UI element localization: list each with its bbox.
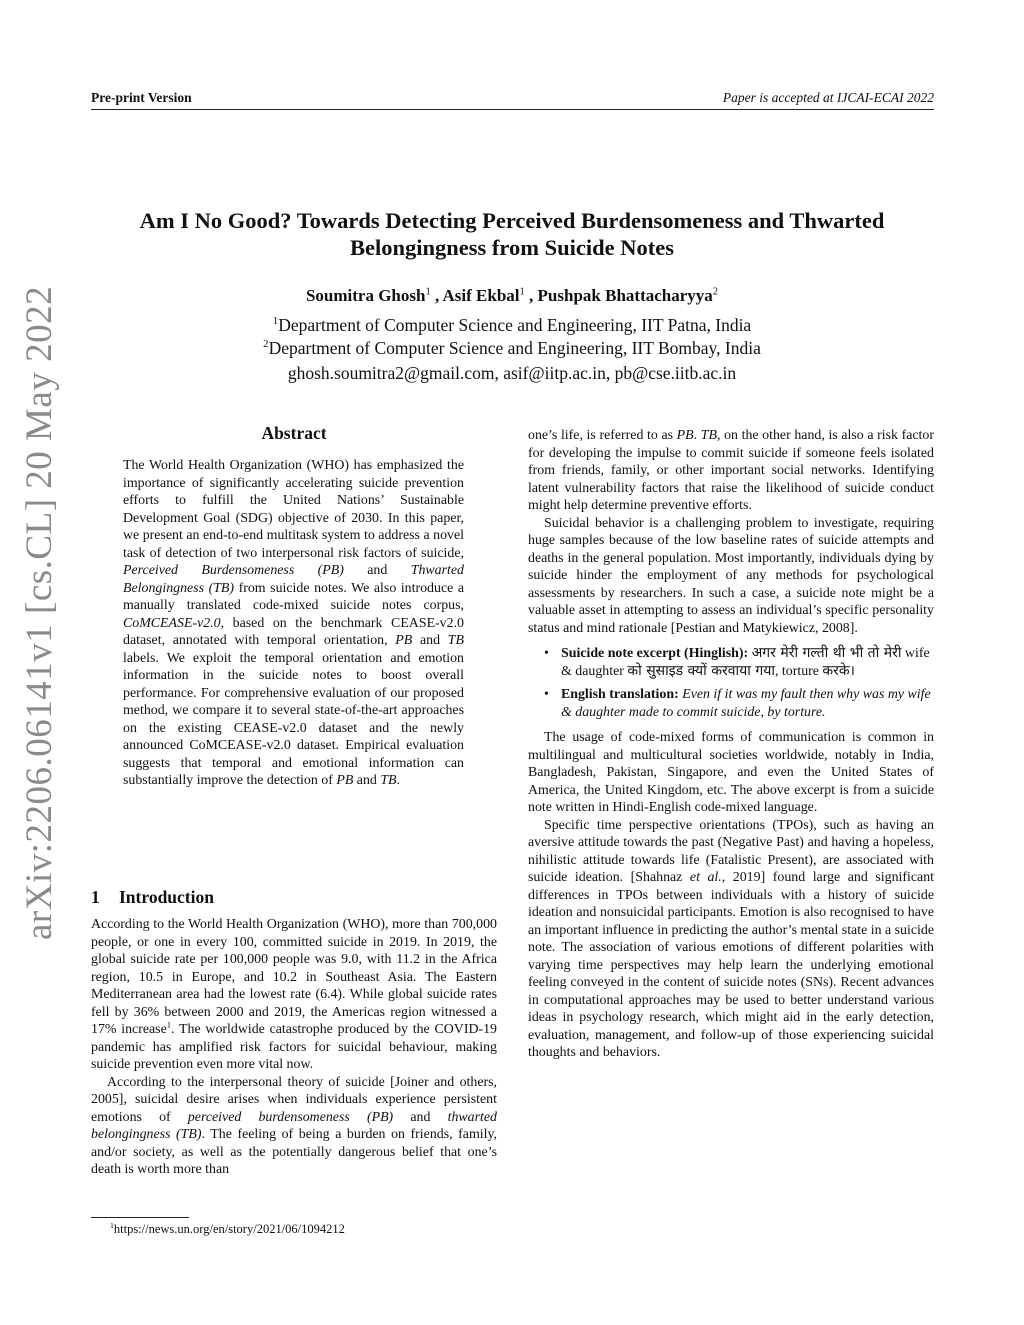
author-emails: ghosh.soumitra2@gmail.com, asif@iitp.ac.in, pb@cse.iitb.ac.in	[287, 363, 737, 383]
author-name: Pushpak Bhattacharyya	[537, 286, 713, 305]
hinglish-text-english: , torture	[774, 663, 823, 679]
abstract-text: , based on the benchmark CEASE-v2.0 dataset, annotated with temporal orientation,	[123, 615, 464, 648]
right-paragraph-1	[528, 427, 934, 515]
abstract-corpus-name: CoMCEASE-v2.0	[123, 615, 221, 631]
author-name: Asif Ekbal	[442, 286, 520, 305]
author-name: Soumitra Ghosh	[305, 286, 426, 305]
abstract-text: labels. We exploit the temporal orientation and emotion information in the suicide notes to boost overall performance. For comprehensive evaluation of our proposed method, we compare it to several state-of-the-art approaches on the existing CEASE-v2.0 dataset and the newly announced CoMCEASE-v2.0 dataset. Empirical evaluation suggests that temporal and emotional information can substantially improve the detection of	[123, 650, 464, 788]
hinglish-text: को सुसाइड क्यों करवाया गया	[627, 662, 775, 679]
abstract-tb: TB	[380, 773, 397, 788]
hinglish-text-english: wife & daughter	[561, 646, 930, 679]
intro-text: According to the interpersonal theory of suicide [Joiner and others, 2005], suicidal desire arises when individuals experience persistent emotions of	[91, 1074, 497, 1125]
abstract-tb: TB	[447, 633, 464, 648]
title-line-2: Belongingness from Suicide Notes	[350, 235, 674, 260]
abstract-tb-term: Thwarted Belongingness (TB)	[123, 563, 464, 596]
affiliation-text: Department of Computer Science and Engineering, IIT Bombay, India	[268, 338, 761, 358]
right-column	[528, 427, 934, 1062]
section-title: Introduction	[119, 887, 214, 907]
intro-text: and	[393, 1109, 448, 1125]
hinglish-text: अगर मेरी गल्ती थी भी तो मेरी	[751, 645, 902, 661]
abstract-text: and	[353, 773, 381, 788]
excerpt-bullet-translation	[528, 686, 934, 721]
abstract-text: from suicide notes. We also introduce a manually translated code-mixed suicide notes corpus,	[123, 580, 465, 613]
abstract-text: The World Health Organization (WHO) has emphasized the importance of significantly accelerating suicide prevention efforts to fulfill the United Nations’ Sustainable Development Goal (SDG) objective of 2030. In this paper, we present an end-to-end multitask system to address a novel task of detection of two interpersonal risk factors of suicide,	[123, 458, 464, 561]
right-paragraph-2: Suicidal behavior is a challenging problem to investigate, requiring huge samples because of the low baseline rates of suicide attempts and deaths in the general population. Most importantly, individuals dying by suicide hinder the employment of any methods for psychological assessments by researchers. In such a case, a suicide note might be a valuable asset in attempting to assess an individual’s specific personality status and mind rationale [Pestian and Matykiewicz, 2008].	[528, 515, 934, 636]
author-sup: 1	[425, 286, 431, 298]
arxiv-stamp: arXiv:2206.06141v1 [cs.CL] 20 May 2022	[19, 285, 60, 940]
abstract-body	[123, 457, 464, 790]
excerpt-list	[528, 645, 934, 721]
section-heading-introduction	[91, 887, 214, 908]
affiliation-sup: 1	[272, 315, 279, 328]
header-rule	[91, 109, 934, 110]
affiliation-2	[100, 338, 924, 359]
intro-paragraph-1	[91, 916, 497, 1074]
abstract-text: and	[343, 563, 411, 578]
introduction-body	[91, 916, 497, 1179]
intro-paragraph-2	[91, 1074, 497, 1179]
body-text: , 2019] found large and significant differences in TPOs between individuals with a history of suicide ideation and nonsuicidal participants. Emotion is also recognised to have an important influence in predicting the author’s mental state in a suicide note. The association of various emotions of different polarities with varying time perspectives may help learn the underlying emotional feeling conveyed in the content of suicide notes (SNs). Recent advances in computational approaches may be used to better understand various ideas in psychology research, which might aid in the early detection, evaluation, management, and follow-up of those experiencing suicidal thoughts and behaviors.	[528, 870, 934, 1060]
intro-term: perceived burdensomeness (PB)	[187, 1109, 394, 1125]
intro-text: According to the World Health Organization (WHO), more than 700,000 people, or one in every 100, committed suicide in 2019. In 2019, the global suicide rate per 100,000 people was 9.0, with 11.2 in the Africa region, 10.5 in Europe, and 10.2 in Southeast Asia. The Eastern Mediterranean area had the lowest rate (6.4). While global suicide rates fell by 36% between 2000 and 2019, the Americas region witnessed a 17% increase	[91, 917, 497, 1037]
abstract-heading: Abstract	[261, 423, 327, 443]
body-text: one’s life, is referred to as	[528, 428, 677, 443]
paper-title	[100, 207, 924, 261]
footnote-ref: 1	[166, 1019, 172, 1030]
footnote-url: https://news.un.org/en/story/2021/06/1094212	[113, 1222, 345, 1236]
bullet-icon: •	[544, 687, 549, 702]
right-paragraph-3: The usage of code-mixed forms of communication is common in multilingual and multicultural societies worldwide, notably in India, Bangladesh, Pakistan, Singapore, and even the United States of America, the United Kingdom, etc. The above excerpt is from a suicide note written in Hindi-English code-mixed language.	[528, 730, 934, 815]
intro-text: . The worldwide catastrophe produced by the COVID-19 pandemic has amplified risk factors for suicidal behaviour, making suicide prevention even more vital now.	[91, 1022, 497, 1072]
body-text: Specific time perspective orientations (TPOs), such as having an aversive attitude towards the past (Negative Past) and having a hopeless, nihilistic attitude towards life (Fatalistic Present), are associated with suicide ideation. [Shahnaz	[528, 817, 934, 885]
abstract-text: and	[412, 633, 448, 648]
right-paragraph-4	[528, 817, 934, 1062]
affiliation-1	[100, 315, 924, 336]
body-citation-etal: et al.	[689, 870, 722, 885]
body-text: , on the other hand, is also a risk factor for developing the impulse to commit suicide if someone feels isolated from friends, family, or other important social networks. Identifying latent vulnerability factors that raise the likelihood of suicide conduct might help determine preventive efforts.	[528, 428, 934, 513]
author-sup: 1	[519, 286, 525, 298]
header-left: Pre-print Version	[91, 90, 192, 105]
affiliation-sup: 2	[263, 338, 269, 351]
abstract-pb: PB	[336, 773, 354, 788]
author-list: Soumitra Ghosh$^1$ , Asif Ekbal$^1$ , Pushpak Bhattacharyya$^2$	[305, 286, 719, 305]
footnote	[110, 1222, 345, 1237]
affiliation-text: Department of Computer Science and Engineering, IIT Patna, India	[278, 315, 752, 335]
footnote-rule	[91, 1217, 189, 1218]
excerpt-bullet-hinglish	[528, 645, 934, 680]
body-term: TB	[700, 428, 717, 443]
abstract-text: .	[396, 773, 401, 788]
footnote-mark: 1	[110, 1220, 114, 1230]
author-sup: 2	[712, 286, 719, 298]
bullet-label: English translation:	[561, 687, 679, 702]
body-term: PB	[676, 428, 694, 443]
title-line-1: Am I No Good? Towards Detecting Perceived Burdensomeness and Thwarted	[139, 208, 885, 233]
header-right: Paper is accepted at IJCAI-ECAI 2022	[722, 90, 934, 105]
abstract-pb-term: Perceived Burdensomeness (PB)	[123, 563, 344, 578]
bullet-label: Suicide note excerpt (Hinglish):	[561, 646, 749, 661]
abstract-paragraph	[123, 457, 464, 790]
bullet-icon: •	[544, 646, 549, 661]
section-number: 1	[91, 887, 100, 907]
abstract-pb: PB	[395, 633, 413, 648]
intro-text: . The feeling of being a burden on friends, family, and/or society, as well as the potentially dangerous belief that one’s death is worth more than	[91, 1127, 497, 1177]
hinglish-text: करके।	[822, 662, 855, 679]
intro-term: thwarted belongingness (TB)	[91, 1109, 497, 1142]
translation-text: Even if it was my fault then why was my wife & daughter made to commit suicide, by torture.	[561, 687, 931, 720]
body-text: .	[693, 428, 701, 443]
